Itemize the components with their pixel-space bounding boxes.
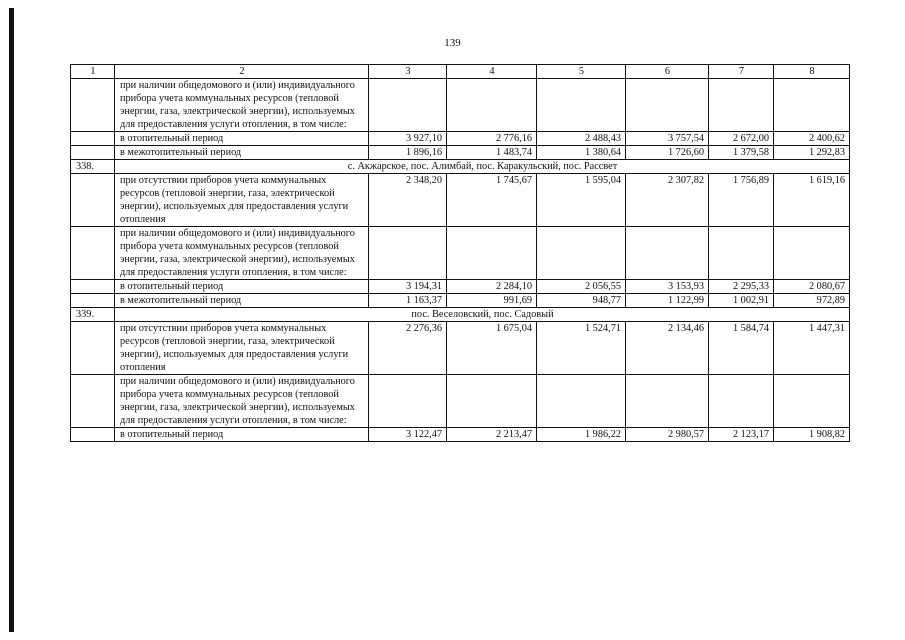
value-cell: 2 400,62 (774, 132, 850, 146)
value-cell (626, 375, 709, 428)
value-cell (709, 227, 774, 280)
column-header: 5 (537, 65, 626, 79)
value-cell: 3 153,93 (626, 280, 709, 294)
value-cell (774, 79, 850, 132)
row-number-cell (71, 174, 115, 227)
column-header: 8 (774, 65, 850, 79)
value-cell: 3 194,31 (369, 280, 447, 294)
row-number-cell (71, 280, 115, 294)
value-cell: 1 584,74 (709, 322, 774, 375)
value-cell: 2 295,33 (709, 280, 774, 294)
value-cell (537, 227, 626, 280)
row-number-cell (71, 132, 115, 146)
table-row (71, 146, 850, 160)
description-cell: в межотопительный период (115, 146, 369, 160)
description-cell: в отопительный период (115, 280, 369, 294)
table-row (71, 375, 850, 428)
section-title: пос. Веселовский, пос. Садовый (115, 308, 850, 322)
value-cell (447, 375, 537, 428)
value-cell: 2 123,17 (709, 428, 774, 442)
tariff-table (70, 64, 850, 442)
binding-edge (9, 8, 14, 632)
value-cell: 2 776,16 (447, 132, 537, 146)
value-cell (537, 375, 626, 428)
value-cell (537, 79, 626, 132)
value-cell: 991,69 (447, 294, 537, 308)
value-cell: 1 986,22 (537, 428, 626, 442)
value-cell (709, 375, 774, 428)
table-row (71, 227, 850, 280)
table-row (71, 280, 850, 294)
value-cell: 3 122,47 (369, 428, 447, 442)
table-row (71, 174, 850, 227)
page-number: 139 (444, 37, 461, 49)
value-cell: 1 002,91 (709, 294, 774, 308)
value-cell: 2 284,10 (447, 280, 537, 294)
description-cell: при наличии общедомового и (или) индивидуального прибора учета коммунальных ресурсов (тепловой энергии, газа, электрической энергии), используемых для предоставления услуги отопления, в том числе: (115, 227, 369, 280)
column-header: 7 (709, 65, 774, 79)
table-body (71, 65, 850, 442)
value-cell (774, 227, 850, 280)
value-cell: 1 896,16 (369, 146, 447, 160)
header-row (71, 65, 850, 79)
value-cell: 1 619,16 (774, 174, 850, 227)
description-cell: при отсутствии приборов учета коммунальных ресурсов (тепловой энергии, газа, электрической энергии), используемых для предоставления услуги отопления (115, 322, 369, 375)
description-cell: при наличии общедомового и (или) индивидуального прибора учета коммунальных ресурсов (тепловой энергии, газа, электрической энергии), используемых для предоставления услуги отопления, в том числе: (115, 79, 369, 132)
value-cell (369, 375, 447, 428)
value-cell: 1 379,58 (709, 146, 774, 160)
value-cell: 1 163,37 (369, 294, 447, 308)
row-number-cell (71, 322, 115, 375)
row-number-cell: 338. (71, 160, 115, 174)
description-cell: в отопительный период (115, 428, 369, 442)
value-cell (709, 79, 774, 132)
value-cell: 1 483,74 (447, 146, 537, 160)
row-number-cell (71, 146, 115, 160)
description-cell: при отсутствии приборов учета коммунальных ресурсов (тепловой энергии, газа, электрической энергии), используемых для предоставления услуги отопления (115, 174, 369, 227)
row-number-cell (71, 79, 115, 132)
value-cell: 1 756,89 (709, 174, 774, 227)
description-cell: в межотопительный период (115, 294, 369, 308)
row-number-cell: 339. (71, 308, 115, 322)
value-cell: 972,89 (774, 294, 850, 308)
value-cell: 1 745,67 (447, 174, 537, 227)
value-cell (626, 227, 709, 280)
value-cell: 2 276,36 (369, 322, 447, 375)
value-cell: 2 348,20 (369, 174, 447, 227)
section-row (71, 160, 850, 174)
value-cell: 2 134,46 (626, 322, 709, 375)
column-header: 6 (626, 65, 709, 79)
value-cell: 1 292,83 (774, 146, 850, 160)
column-header: 2 (115, 65, 369, 79)
table-row (71, 322, 850, 375)
table-row (71, 294, 850, 308)
description-cell: в отопительный период (115, 132, 369, 146)
value-cell (369, 227, 447, 280)
value-cell: 1 122,99 (626, 294, 709, 308)
description-cell: при наличии общедомового и (или) индивидуального прибора учета коммунальных ресурсов (тепловой энергии, газа, электрической энергии), используемых для предоставления услуги отопления, в том числе: (115, 375, 369, 428)
column-header: 3 (369, 65, 447, 79)
value-cell: 2 056,55 (537, 280, 626, 294)
value-cell: 3 757,54 (626, 132, 709, 146)
value-cell: 3 927,10 (369, 132, 447, 146)
value-cell (447, 227, 537, 280)
value-cell: 1 595,04 (537, 174, 626, 227)
table-row (71, 132, 850, 146)
value-cell: 2 080,67 (774, 280, 850, 294)
value-cell: 1 380,64 (537, 146, 626, 160)
value-cell: 1 524,71 (537, 322, 626, 375)
column-header: 4 (447, 65, 537, 79)
value-cell: 1 726,60 (626, 146, 709, 160)
value-cell: 2 980,57 (626, 428, 709, 442)
section-row (71, 308, 850, 322)
value-cell: 2 307,82 (626, 174, 709, 227)
row-number-cell (71, 227, 115, 280)
table-row (71, 428, 850, 442)
row-number-cell (71, 375, 115, 428)
section-title: с. Акжарское, пос. Алимбай, пос. Каракульский, пос. Рассвет (115, 160, 850, 174)
row-number-cell (71, 428, 115, 442)
value-cell (369, 79, 447, 132)
value-cell: 1 675,04 (447, 322, 537, 375)
table-row (71, 79, 850, 132)
value-cell (774, 375, 850, 428)
value-cell: 2 488,43 (537, 132, 626, 146)
value-cell: 1 908,82 (774, 428, 850, 442)
value-cell (626, 79, 709, 132)
value-cell: 1 447,31 (774, 322, 850, 375)
value-cell: 2 672,00 (709, 132, 774, 146)
value-cell: 948,77 (537, 294, 626, 308)
value-cell: 2 213,47 (447, 428, 537, 442)
column-header: 1 (71, 65, 115, 79)
value-cell (447, 79, 537, 132)
row-number-cell (71, 294, 115, 308)
